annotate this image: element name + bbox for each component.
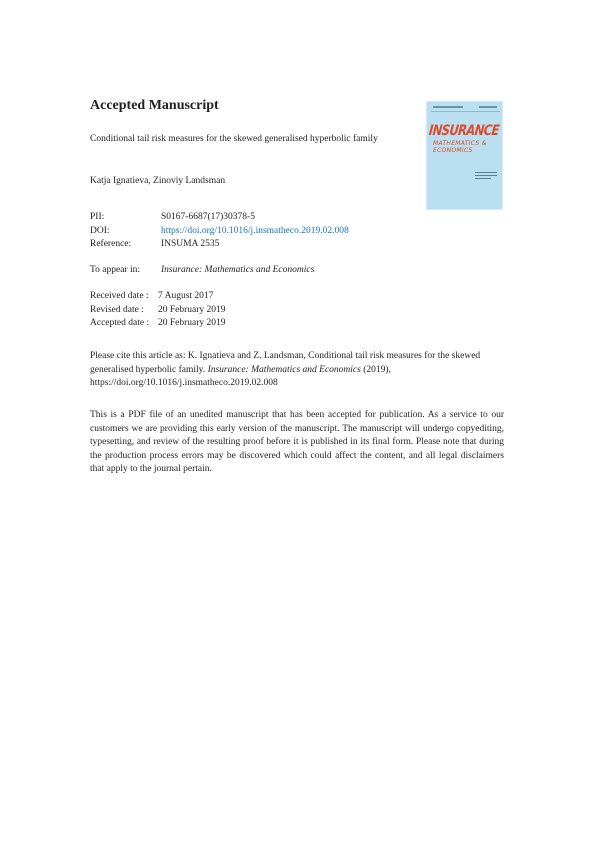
appear-in-row (90, 264, 314, 278)
received-row (90, 290, 226, 304)
doi-row (90, 225, 349, 239)
received-value: 7 August 2017 (158, 291, 214, 301)
cover-brand-subtitle: MATHEMATICS & ECONOMICS (433, 140, 487, 154)
revised-row (90, 304, 226, 318)
pii-row (90, 211, 349, 225)
disclaimer-paragraph: This is a PDF file of an unedited manuscript that has been accepted for publication. As a service to our customers we are providing this early version of the manuscript. The manuscript will undergo copyediting, typesetting, and review of the resulting proof before it is published in its final form. Please note that during the production process errors may be discovered which could affect the content, and all legal disclaimers that apply to the journal pertain. (90, 410, 504, 474)
reference-row (90, 238, 349, 252)
cover-header-strip (431, 105, 500, 112)
accepted-row (90, 317, 226, 331)
article-title: Conditional tail risk measures for the skewed generalised hyperbolic family (90, 134, 378, 144)
citation-journal: Insurance: Mathematics and Economics (207, 364, 361, 375)
pii-label: PII: (90, 212, 105, 222)
pii-value: S0167-6687(17)30378-5 (161, 212, 255, 222)
revised-value: 20 February 2019 (158, 304, 226, 315)
reference-value: INSUMA 2535 (161, 239, 220, 249)
accepted-value: 20 February 2019 (158, 318, 226, 328)
revised-label: Revised date : (90, 304, 144, 315)
reference-label: Reference: (90, 239, 132, 249)
cover-brand-logo: INSURANCE (428, 121, 500, 139)
journal-name: Insurance: Mathematics and Economics (161, 265, 315, 275)
appear-in-label: To appear in: (90, 265, 140, 275)
doi-label: DOI: (90, 225, 110, 236)
dates-block (90, 290, 226, 331)
journal-cover-image (426, 101, 503, 210)
identifier-block (90, 211, 349, 252)
received-label: Received date : (90, 291, 149, 301)
accepted-label: Accepted date : (90, 318, 150, 328)
citation-suffix: (2019), https://doi.org/10.1016/j.insmatheco.2019.02.008 (90, 364, 391, 388)
citation-prefix: Please cite this article as: K. Ignatieva and Z. Landsman, Conditional tail risk measures for the skewed generalised hyperbolic family. (90, 351, 481, 375)
authors: Katja Ignatieva, Zinoviy Landsman (90, 176, 226, 186)
page-title: Accepted Manuscript (90, 98, 219, 113)
cover-text-lines (475, 172, 497, 181)
doi-link[interactable]: https://doi.org/10.1016/j.insmatheco.2019.02.008 (161, 225, 349, 236)
citation-paragraph (90, 350, 510, 391)
